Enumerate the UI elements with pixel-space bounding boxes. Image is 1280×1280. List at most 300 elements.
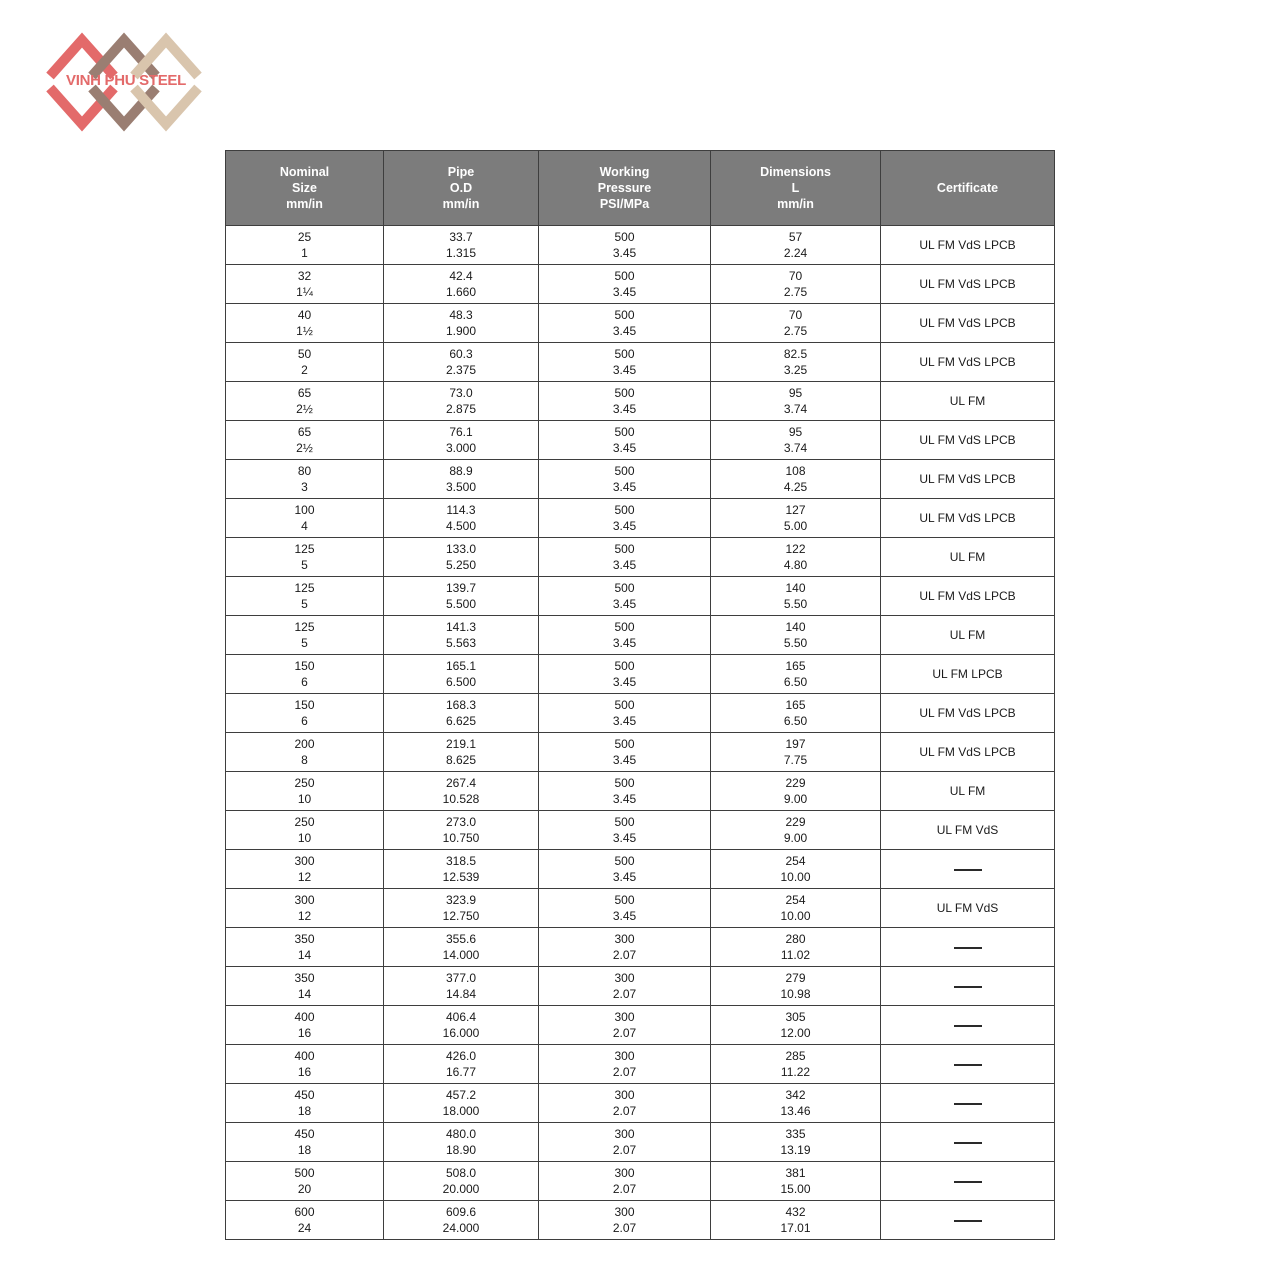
value-mm: 165: [785, 659, 806, 673]
pipe-od-cell: [384, 655, 539, 694]
value-mm: 500: [614, 659, 635, 673]
dimensions-cell: [711, 304, 881, 343]
value-in: 4.500: [445, 519, 477, 533]
table-row: [226, 1045, 1055, 1084]
value-mm: 229: [785, 776, 806, 790]
header-line: Dimensions: [760, 165, 831, 179]
value-mm: 42.4: [449, 269, 473, 283]
value-mm: 32: [297, 269, 312, 283]
value-in: 14: [297, 948, 312, 962]
value-in: 10.00: [780, 870, 811, 884]
value-mm: 73.0: [449, 386, 473, 400]
value-mm: 279: [785, 971, 806, 985]
working-pressure-cell: [539, 1123, 711, 1162]
value-in: 3.25: [783, 363, 808, 377]
table-row: [226, 850, 1055, 889]
working-pressure-cell: [539, 889, 711, 928]
value-in: 3.74: [783, 441, 808, 455]
value-mm: 600: [294, 1205, 315, 1219]
value-in: 8.625: [445, 753, 477, 767]
working-pressure-cell: [539, 304, 711, 343]
pipe-od-cell: [384, 1006, 539, 1045]
value-in: 24.000: [442, 1221, 480, 1235]
value-mm: 500: [614, 893, 635, 907]
working-pressure-cell: [539, 733, 711, 772]
value-in: 6: [301, 714, 308, 728]
header-working-pressure: [539, 151, 711, 226]
pipe-od-cell: [384, 382, 539, 421]
value-mm: 165.1: [445, 659, 477, 673]
value-in: 14: [297, 987, 312, 1001]
value-in: 2.07: [612, 1182, 637, 1196]
value-mm: 168.3: [445, 698, 477, 712]
value-mm: 305: [785, 1010, 806, 1024]
value-mm: 450: [294, 1088, 315, 1102]
value-in: 2½: [296, 402, 313, 416]
certificate-cell: [881, 499, 1055, 538]
pipe-od-cell: [384, 967, 539, 1006]
header-nominal-size: [226, 151, 384, 226]
pipe-od-cell: [384, 1084, 539, 1123]
value-in: 16.77: [445, 1065, 477, 1079]
value-in: 10: [297, 831, 312, 845]
value-mm: 323.9: [445, 893, 477, 907]
table-row: [226, 460, 1055, 499]
value-in: 9.00: [783, 831, 808, 845]
working-pressure-cell: [539, 382, 711, 421]
nominal-size-cell: [226, 1201, 384, 1240]
value-mm: 267.4: [445, 776, 477, 790]
nominal-size-cell: [226, 928, 384, 967]
value-mm: 500: [614, 854, 635, 868]
dimensions-cell: [711, 1201, 881, 1240]
dimensions-cell: [711, 499, 881, 538]
certificate-cell: [881, 421, 1055, 460]
header-line: O.D: [449, 181, 473, 195]
certificate-cell: [881, 460, 1055, 499]
pipe-od-cell: [384, 421, 539, 460]
value-mm: 273.0: [445, 815, 477, 829]
header-line: Size: [291, 181, 317, 195]
value-mm: 197: [785, 737, 806, 751]
value-mm: 25: [297, 230, 312, 244]
value-mm: 300: [614, 1127, 635, 1141]
value-mm: 57: [788, 230, 803, 244]
value-mm: 65: [297, 425, 312, 439]
value-mm: 300: [614, 1010, 635, 1024]
value-in: 16: [297, 1026, 312, 1040]
dimensions-cell: [711, 343, 881, 382]
certificate-text: UL FM VdS LPCB: [919, 706, 1016, 720]
certificate-cell: [881, 577, 1055, 616]
value-in: 2½: [296, 441, 313, 455]
nominal-size-cell: [226, 889, 384, 928]
value-mm: 480.0: [445, 1127, 477, 1141]
pipe-spec-table: [225, 150, 1055, 1240]
value-in: 6: [301, 675, 308, 689]
value-mm: 141.3: [445, 620, 477, 634]
dimensions-cell: [711, 850, 881, 889]
value-mm: 254: [785, 854, 806, 868]
value-mm: 426.0: [445, 1049, 477, 1063]
header-line: Pressure: [597, 181, 652, 195]
table-row: [226, 1006, 1055, 1045]
header-line: Certificate: [936, 181, 999, 195]
header-line: Pipe: [447, 165, 475, 179]
value-in: 5.563: [445, 636, 477, 650]
certificate-text: UL FM VdS LPCB: [919, 238, 1016, 252]
value-mm: 125: [294, 620, 315, 634]
nominal-size-cell: [226, 616, 384, 655]
value-mm: 300: [614, 971, 635, 985]
value-in: 1.900: [445, 324, 477, 338]
value-in: 20.000: [442, 1182, 480, 1196]
header-line: mm/in: [286, 197, 323, 211]
value-in: 1¼: [296, 285, 313, 299]
value-in: 2.07: [612, 1221, 637, 1235]
certificate-text: UL FM: [949, 784, 986, 798]
value-mm: 500: [614, 386, 635, 400]
value-mm: 60.3: [449, 347, 473, 361]
value-in: 12: [297, 909, 312, 923]
working-pressure-cell: [539, 850, 711, 889]
value-mm: 300: [294, 893, 315, 907]
dimensions-cell: [711, 928, 881, 967]
dimensions-cell: [711, 694, 881, 733]
table-row: [226, 928, 1055, 967]
value-in: 3.45: [612, 831, 637, 845]
value-mm: 609.6: [445, 1205, 477, 1219]
value-mm: 150: [294, 698, 315, 712]
certificate-cell: [881, 889, 1055, 928]
value-in: 18.90: [445, 1143, 477, 1157]
dimensions-cell: [711, 655, 881, 694]
header-line: Working: [599, 165, 650, 179]
table-row: [226, 226, 1055, 265]
table-row: [226, 382, 1055, 421]
certificate-text: UL FM: [949, 394, 986, 408]
value-in: 17.01: [780, 1221, 811, 1235]
value-in: 2: [301, 363, 308, 377]
value-mm: 300: [614, 1088, 635, 1102]
value-in: 3.45: [612, 441, 637, 455]
value-in: 4.25: [783, 480, 808, 494]
value-in: 5: [301, 597, 308, 611]
value-in: 9.00: [783, 792, 808, 806]
working-pressure-cell: [539, 499, 711, 538]
value-in: 3.45: [612, 324, 637, 338]
value-mm: 500: [614, 347, 635, 361]
value-mm: 125: [294, 581, 315, 595]
value-in: 20: [297, 1182, 312, 1196]
nominal-size-cell: [226, 733, 384, 772]
value-in: 12.00: [780, 1026, 811, 1040]
dimensions-cell: [711, 1162, 881, 1201]
certificate-cell: [881, 538, 1055, 577]
header-line: L: [791, 181, 800, 195]
certificate-cell: [881, 1201, 1055, 1240]
no-certificate-dash: [954, 1142, 982, 1144]
nominal-size-cell: [226, 1006, 384, 1045]
table-row: [226, 265, 1055, 304]
value-mm: 508.0: [445, 1166, 477, 1180]
nominal-size-cell: [226, 499, 384, 538]
nominal-size-cell: [226, 694, 384, 733]
value-mm: 300: [614, 1166, 635, 1180]
value-in: 3.000: [445, 441, 477, 455]
dimensions-cell: [711, 421, 881, 460]
certificate-cell: [881, 655, 1055, 694]
value-mm: 76.1: [449, 425, 473, 439]
value-in: 14.84: [445, 987, 477, 1001]
header-row: [226, 151, 1055, 226]
value-in: 6.500: [445, 675, 477, 689]
certificate-text: UL FM VdS LPCB: [919, 355, 1016, 369]
value-in: 15.00: [780, 1182, 811, 1196]
dimensions-cell: [711, 889, 881, 928]
value-mm: 457.2: [445, 1088, 477, 1102]
value-mm: 40: [297, 308, 312, 322]
header-line: Nominal: [279, 165, 330, 179]
value-in: 2.07: [612, 1065, 637, 1079]
header-line: mm/in: [442, 197, 480, 211]
pipe-od-cell: [384, 343, 539, 382]
table-row: [226, 304, 1055, 343]
value-in: 2.07: [612, 1143, 637, 1157]
table-row: [226, 694, 1055, 733]
value-mm: 33.7: [449, 230, 473, 244]
value-mm: 500: [614, 776, 635, 790]
dimensions-cell: [711, 1084, 881, 1123]
certificate-cell: [881, 616, 1055, 655]
header-certificate: [881, 151, 1055, 226]
value-in: 3.500: [445, 480, 477, 494]
table-row: [226, 421, 1055, 460]
dimensions-cell: [711, 1123, 881, 1162]
value-in: 2.75: [783, 324, 808, 338]
table-row: [226, 1084, 1055, 1123]
value-in: 3.45: [612, 246, 637, 260]
value-in: 3.45: [612, 870, 637, 884]
pipe-od-cell: [384, 1123, 539, 1162]
working-pressure-cell: [539, 928, 711, 967]
working-pressure-cell: [539, 1084, 711, 1123]
certificate-text: UL FM VdS LPCB: [919, 745, 1016, 759]
nominal-size-cell: [226, 1084, 384, 1123]
value-in: 5.50: [783, 597, 808, 611]
value-mm: 114.3: [446, 503, 476, 517]
certificate-text: UL FM: [949, 550, 986, 564]
value-mm: 377.0: [445, 971, 477, 985]
value-in: 18: [297, 1143, 312, 1157]
table-row: [226, 343, 1055, 382]
dimensions-cell: [711, 460, 881, 499]
value-in: 3.45: [612, 597, 637, 611]
value-in: 3.74: [783, 402, 808, 416]
value-mm: 500: [614, 230, 635, 244]
value-in: 3.45: [612, 558, 637, 572]
dimensions-cell: [711, 772, 881, 811]
value-mm: 50: [297, 347, 312, 361]
value-mm: 432: [785, 1205, 806, 1219]
table-row: [226, 1162, 1055, 1201]
table-row: [226, 811, 1055, 850]
value-mm: 500: [614, 620, 635, 634]
working-pressure-cell: [539, 811, 711, 850]
value-mm: 300: [294, 854, 315, 868]
value-mm: 300: [614, 1049, 635, 1063]
table-row: [226, 889, 1055, 928]
value-mm: 350: [294, 971, 315, 985]
table-row: [226, 733, 1055, 772]
certificate-text: UL FM VdS LPCB: [919, 433, 1016, 447]
value-in: 5.50: [783, 636, 808, 650]
value-mm: 500: [614, 737, 635, 751]
value-mm: 140: [785, 581, 806, 595]
working-pressure-cell: [539, 1162, 711, 1201]
table-row: [226, 538, 1055, 577]
dimensions-cell: [711, 733, 881, 772]
value-in: 3.45: [612, 675, 637, 689]
value-mm: 65: [297, 386, 312, 400]
dimensions-cell: [711, 616, 881, 655]
certificate-text: UL FM VdS LPCB: [919, 472, 1016, 486]
value-in: 2.24: [783, 246, 808, 260]
certificate-text: UL FM VdS: [936, 823, 999, 837]
table-row: [226, 772, 1055, 811]
certificate-text: UL FM VdS LPCB: [919, 316, 1016, 330]
value-mm: 254: [785, 893, 806, 907]
table-body: [226, 226, 1055, 1240]
value-mm: 381: [785, 1166, 806, 1180]
value-mm: 500: [614, 464, 635, 478]
value-in: 2.375: [445, 363, 477, 377]
working-pressure-cell: [539, 967, 711, 1006]
value-in: 24: [297, 1221, 312, 1235]
nominal-size-cell: [226, 1162, 384, 1201]
value-in: 1: [301, 246, 308, 260]
value-in: 3.45: [612, 792, 637, 806]
value-in: 1½: [296, 324, 313, 338]
value-in: 2.07: [612, 948, 637, 962]
value-in: 10.00: [780, 909, 811, 923]
pipe-od-cell: [384, 460, 539, 499]
working-pressure-cell: [539, 694, 711, 733]
value-in: 3.45: [612, 480, 637, 494]
certificate-cell: [881, 226, 1055, 265]
dimensions-cell: [711, 577, 881, 616]
value-mm: 70: [788, 269, 803, 283]
value-mm: 140: [785, 620, 806, 634]
certificate-cell: [881, 1045, 1055, 1084]
certificate-cell: [881, 265, 1055, 304]
certificate-text: UL FM: [949, 628, 986, 642]
nominal-size-cell: [226, 655, 384, 694]
value-in: 14.000: [442, 948, 480, 962]
value-mm: 100: [294, 503, 315, 517]
nominal-size-cell: [226, 382, 384, 421]
working-pressure-cell: [539, 1006, 711, 1045]
value-mm: 95: [788, 425, 803, 439]
dimensions-cell: [711, 1045, 881, 1084]
value-mm: 500: [614, 269, 635, 283]
certificate-cell: [881, 382, 1055, 421]
working-pressure-cell: [539, 772, 711, 811]
table-row: [226, 1201, 1055, 1240]
certificate-cell: [881, 967, 1055, 1006]
value-mm: 450: [294, 1127, 315, 1141]
table-row: [226, 967, 1055, 1006]
value-mm: 82.5: [783, 347, 808, 361]
value-mm: 500: [614, 698, 635, 712]
value-in: 12: [297, 870, 312, 884]
value-mm: 500: [294, 1166, 315, 1180]
value-mm: 229: [785, 815, 806, 829]
certificate-text: UL FM VdS LPCB: [919, 589, 1016, 603]
certificate-cell: [881, 1006, 1055, 1045]
brand-name: VINH PHU STEEL: [66, 72, 186, 89]
value-in: 6.625: [445, 714, 477, 728]
value-mm: 125: [294, 542, 315, 556]
nominal-size-cell: [226, 226, 384, 265]
value-mm: 500: [614, 308, 635, 322]
pipe-od-cell: [384, 850, 539, 889]
value-mm: 250: [294, 815, 315, 829]
certificate-cell: [881, 928, 1055, 967]
value-in: 8: [301, 753, 308, 767]
no-certificate-dash: [954, 1181, 982, 1183]
value-mm: 355.6: [445, 932, 477, 946]
value-mm: 48.3: [449, 308, 473, 322]
dimensions-cell: [711, 967, 881, 1006]
nominal-size-cell: [226, 265, 384, 304]
value-mm: 280: [785, 932, 806, 946]
nominal-size-cell: [226, 538, 384, 577]
table-row: [226, 1123, 1055, 1162]
value-mm: 70: [788, 308, 803, 322]
working-pressure-cell: [539, 1201, 711, 1240]
dimensions-cell: [711, 538, 881, 577]
pipe-od-cell: [384, 811, 539, 850]
pipe-od-cell: [384, 226, 539, 265]
value-mm: 127: [785, 503, 806, 517]
value-mm: 139.7: [445, 581, 477, 595]
value-mm: 500: [614, 815, 635, 829]
value-in: 5.500: [445, 597, 477, 611]
nominal-size-cell: [226, 811, 384, 850]
nominal-size-cell: [226, 343, 384, 382]
table-row: [226, 577, 1055, 616]
value-mm: 335: [785, 1127, 806, 1141]
pipe-od-cell: [384, 577, 539, 616]
value-mm: 500: [614, 581, 635, 595]
pipe-od-cell: [384, 616, 539, 655]
value-mm: 133.0: [445, 542, 477, 556]
nominal-size-cell: [226, 577, 384, 616]
nominal-size-cell: [226, 772, 384, 811]
value-in: 3.45: [612, 909, 637, 923]
certificate-text: UL FM VdS LPCB: [919, 511, 1016, 525]
value-mm: 285: [785, 1049, 806, 1063]
value-in: 3.45: [612, 363, 637, 377]
value-in: 16: [297, 1065, 312, 1079]
working-pressure-cell: [539, 577, 711, 616]
value-in: 1.315: [445, 246, 477, 260]
certificate-text: UL FM LPCB: [932, 667, 1003, 681]
nominal-size-cell: [226, 460, 384, 499]
working-pressure-cell: [539, 538, 711, 577]
certificate-cell: [881, 1123, 1055, 1162]
